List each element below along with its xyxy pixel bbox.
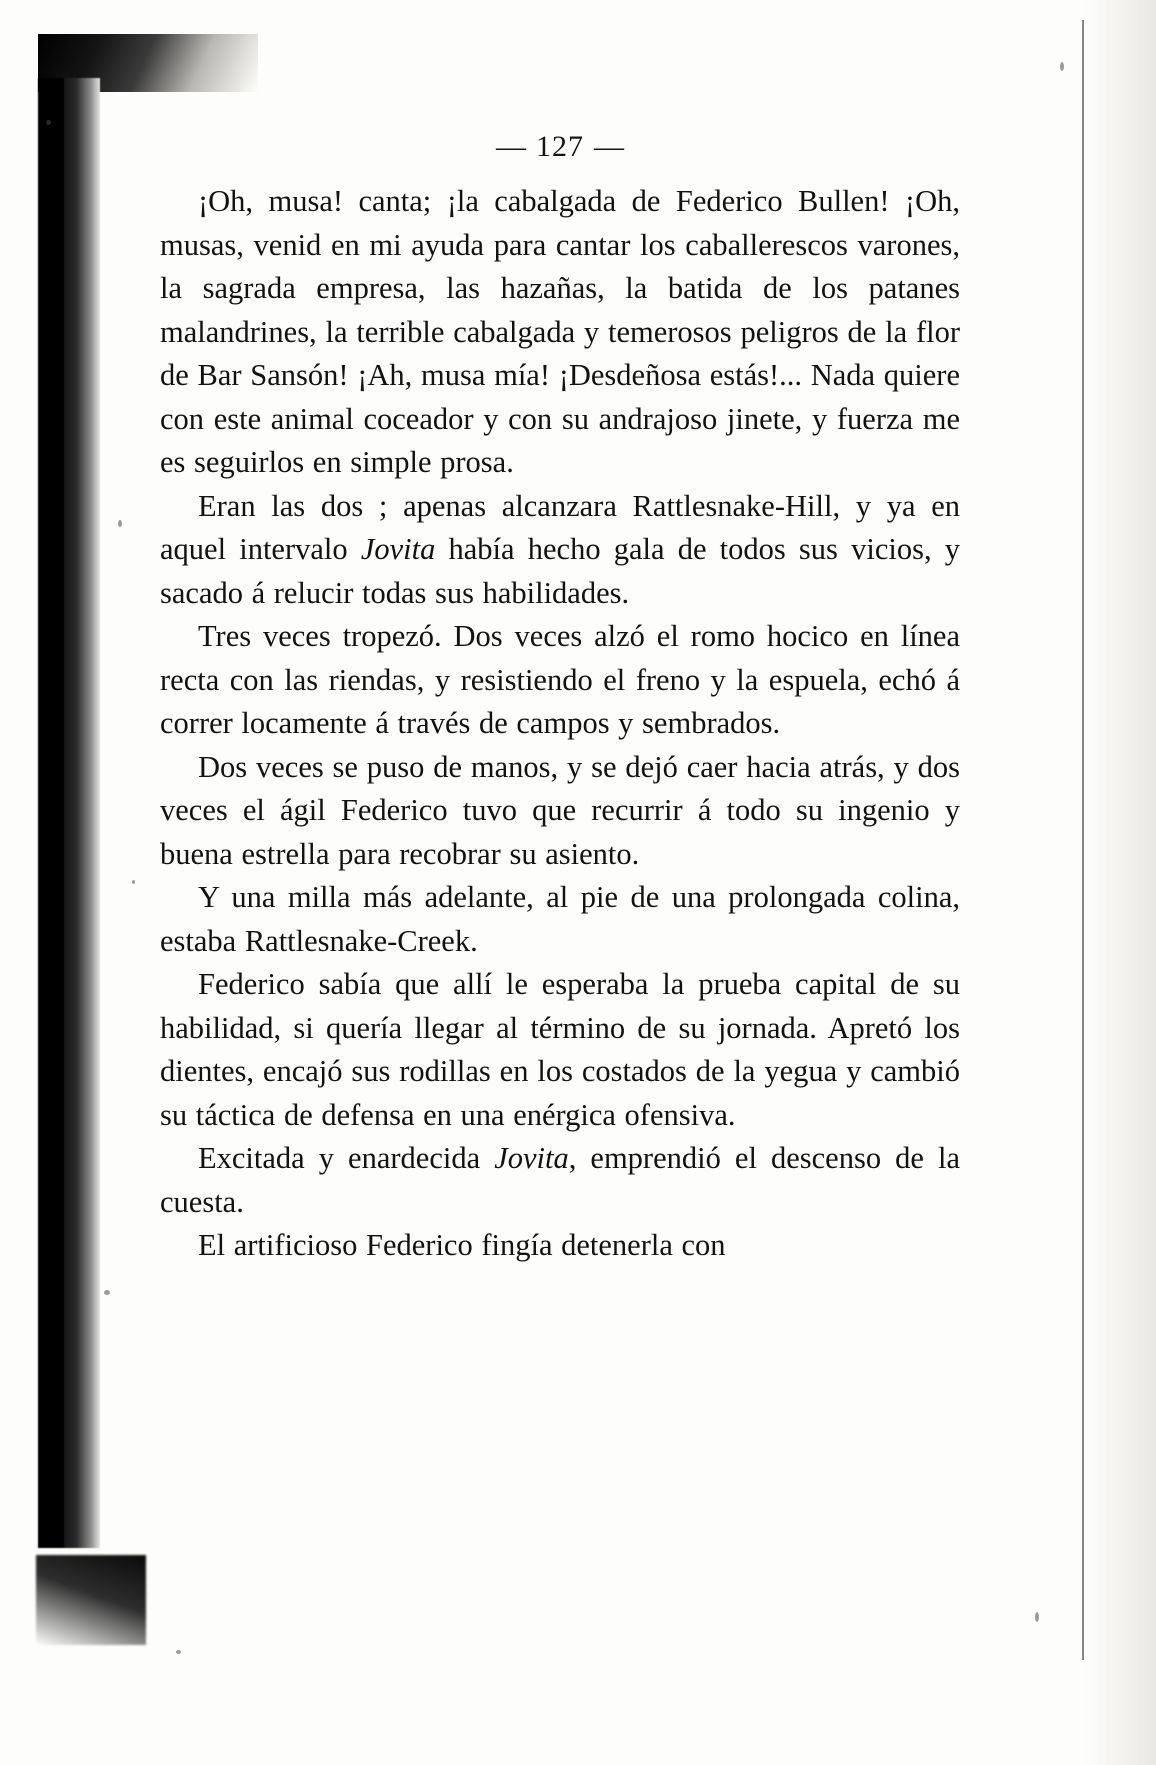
scan-speck xyxy=(176,1650,181,1654)
text-run: Y una milla más adelante, al pie de una prolongada colina, estaba Rattlesnake-Creek. xyxy=(160,880,960,958)
page-text-block xyxy=(160,130,960,1268)
paragraph xyxy=(160,876,960,963)
paragraph xyxy=(160,485,960,616)
paragraph xyxy=(160,746,960,877)
text-run: Dos veces se puso de manos, y se dejó caer hacia atrás, y dos veces el ágil Federico tuvo que recurrir á todo su ingenio y buena estrella para recobrar su asiento. xyxy=(160,749,960,871)
scan-speck xyxy=(118,520,122,527)
text-run: ¡Oh, musa! canta; ¡la cabalgada de Federico Bullen! ¡Oh, musas, venid en mi ayuda para cantar los caballerescos varones, la sagrada empresa, las hazañas, la batida de los patanes malandrines, la terrible cabalgada y temerosos peligros de la flor de Bar Sansón! ¡Ah, musa mía! ¡Desdeñosa estás!... Nada quiere con este animal coceador y con su andrajoso jinete, y fuerza me es seguirlos en simple prosa. xyxy=(160,184,960,479)
scan-speck xyxy=(104,1290,110,1295)
text-run: había hecho gala de todos sus vicios, y sacado á relucir todas sus habilidades. xyxy=(160,532,961,610)
text-run: El artificioso Federico fingía detenerla con xyxy=(198,1228,726,1262)
folio-dash-right: — xyxy=(594,130,624,163)
page-edge-shading xyxy=(1084,0,1156,1765)
text-run: , emprendió el descenso de la cuesta. xyxy=(160,1141,961,1219)
paragraph xyxy=(160,963,960,1137)
page-number-header xyxy=(160,130,960,164)
page-gutter-shadow xyxy=(38,78,100,1548)
italic-text: Jovita xyxy=(494,1141,569,1175)
text-run: Excitada y enardecida xyxy=(198,1141,495,1175)
folio-dash-left: — xyxy=(496,130,526,163)
scan-speck xyxy=(46,120,51,125)
paragraph xyxy=(160,1224,960,1268)
italic-text: Jovita xyxy=(360,532,436,566)
text-run: Federico sabía que allí le esperaba la prueba capital de su habilidad, si quería llegar al término de su jornada. Apretó los dientes, encajó sus rodillas en los costados de la yegua y cambió su táctica de defensa en una enérgica ofensiva. xyxy=(160,967,960,1132)
scan-speck xyxy=(1035,1612,1039,1622)
body-text xyxy=(160,180,960,1268)
page-gutter-shadow-bottom xyxy=(36,1555,146,1645)
folio-number: 127 xyxy=(536,130,584,163)
paragraph xyxy=(160,180,960,485)
text-run: Tres veces tropezó. Dos veces alzó el romo hocico en línea recta con las riendas, y resistiendo el freno y la espuela, echó á correr locamente á través de campos y sembrados. xyxy=(160,619,960,740)
paragraph xyxy=(160,615,960,746)
paragraph xyxy=(160,1137,960,1224)
scan-speck xyxy=(1060,62,1064,71)
scan-speck xyxy=(132,880,135,884)
text-run: Eran las dos ; apenas alcanzara Rattlesnake-Hill, y ya en aquel intervalo xyxy=(160,488,960,566)
